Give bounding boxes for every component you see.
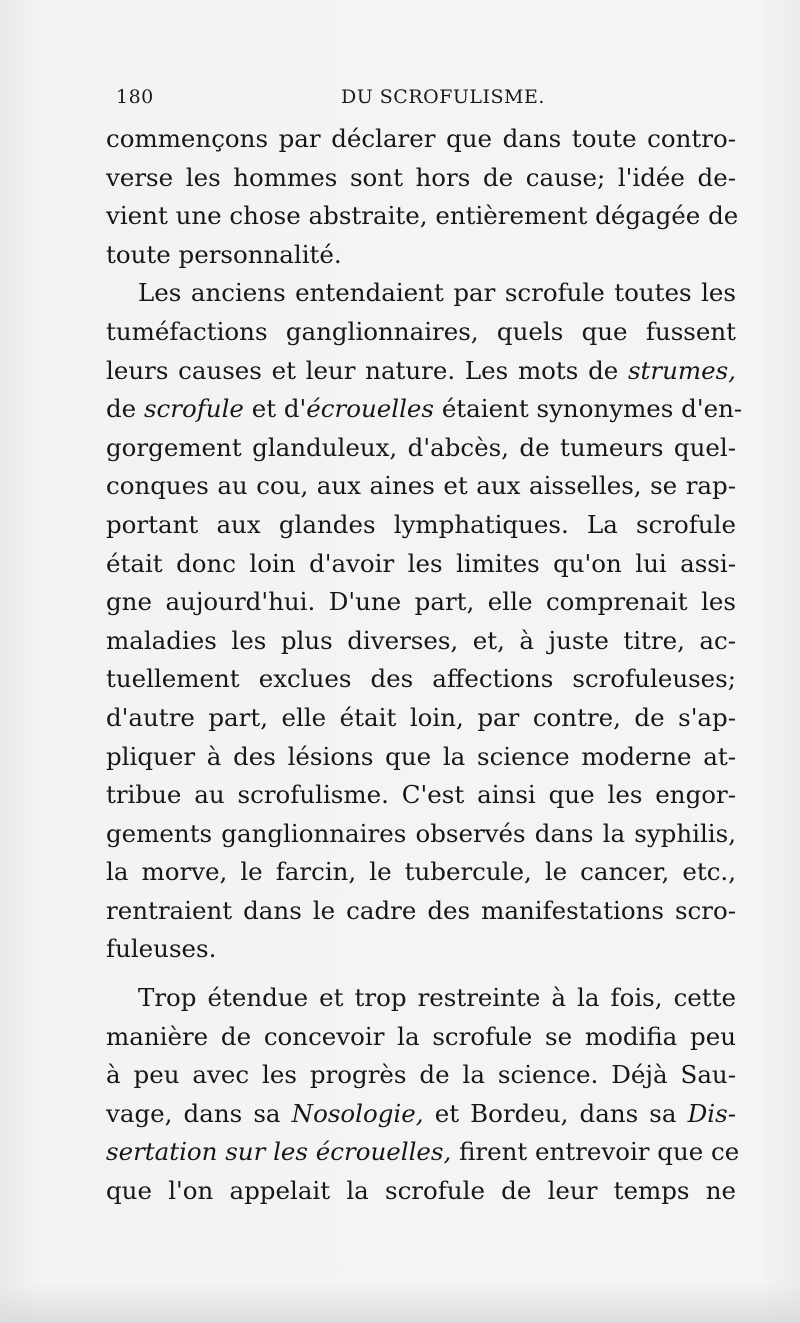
page-number: 180 [116, 86, 154, 108]
text-line: manière de concevoir la scrofule se modifia peu [106, 1021, 736, 1051]
text-line [106, 352, 736, 391]
text-line: verse les hommes sont hors de cause; l'idée de- [106, 162, 736, 192]
text-line: conques au cou, aux aines et aux aisselles, se rap- [106, 471, 736, 501]
text-line [106, 390, 743, 429]
text-fragment: et Bordeu, dans sa [434, 1098, 677, 1128]
text-line: la morve, le farcin, le tubercule, le cancer, etc., [106, 857, 736, 887]
text-line: gorgement glanduleux, d'abcès, de tumeurs quel- [106, 432, 736, 462]
text-fragment: de [106, 394, 137, 424]
text-line: commençons par déclarer que dans toute contro- [106, 124, 736, 153]
running-head: DU SCROFULISME. [341, 86, 545, 108]
text-fragment: firent entrevoir que ce [459, 1137, 740, 1167]
text-line: gne aujourd'hui. D'une part, elle comprenait les [106, 587, 736, 617]
text-line: rentraient dans le cadre des manifestations scro- [106, 895, 736, 925]
page-shadow [0, 1283, 800, 1323]
text-line: fuleuses. [106, 934, 217, 964]
text-line: tuméfactions ganglionnaires, quels que fussent [106, 316, 736, 346]
page-header [116, 86, 736, 116]
italic-term: sertation sur les écrouelles, [106, 1137, 452, 1167]
text-line: maladies les plus diverses, et, à juste titre, ac- [106, 625, 736, 655]
italic-term: scrofule [143, 394, 244, 424]
italic-term: écrouelles [306, 394, 435, 424]
text-fragment: leurs causes et leur nature. Les mots de [106, 355, 619, 385]
text-line: que l'on appelait la scrofule de leur temps ne [106, 1176, 736, 1206]
text-line: d'autre part, elle était loin, par contre, de s'ap- [106, 702, 736, 732]
text-line: Trop étendue et trop restreinte à la fois, cette [138, 983, 736, 1013]
text-line: vient une chose abstraite, entièrement dégagée de [106, 201, 739, 231]
text-line: portant aux glandes lymphatiques. La scrofule [106, 509, 736, 539]
text-line: Les anciens entendaient par scrofule toutes les [138, 278, 736, 308]
text-fragment: vage, dans sa [106, 1098, 281, 1128]
text-line: toute personnalité. [106, 239, 342, 269]
italic-term: strumes, [627, 355, 736, 385]
text-fragment: étaient synonymes d'en- [441, 394, 743, 424]
text-line: était donc loin d'avoir les limites qu'on lui assi- [106, 548, 736, 578]
body-text [106, 120, 743, 1211]
text-fragment: et d' [251, 394, 307, 424]
text-line [106, 1133, 740, 1172]
text-line: à peu avec les progrès de la science. Déjà Sau- [106, 1060, 736, 1090]
text-line: pliquer à des lésions que la science moderne at- [106, 741, 736, 771]
italic-term: Nosologie, [291, 1098, 424, 1128]
text-line: tuellement exclues des affections scrofuleuses; [106, 664, 736, 694]
italic-term: Dis- [687, 1098, 736, 1128]
text-line: gements ganglionnaires observés dans la syphilis, [106, 818, 736, 848]
text-line [106, 1095, 736, 1134]
text-line: tribue au scrofulisme. C'est ainsi que les engor- [106, 780, 736, 810]
